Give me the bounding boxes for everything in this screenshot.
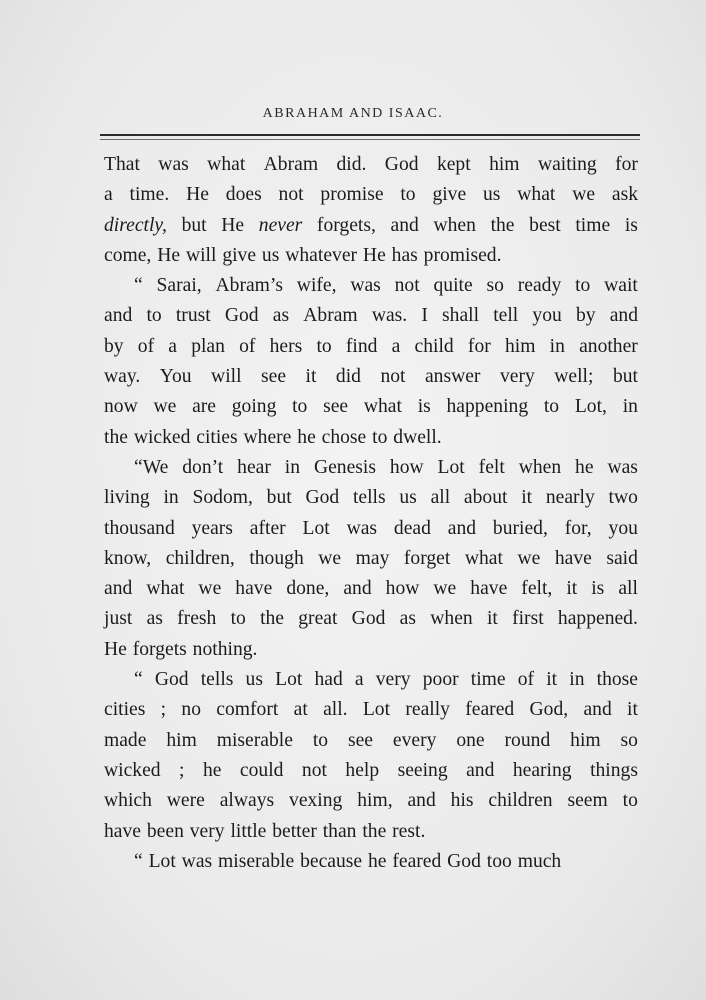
paragraph bbox=[104, 847, 638, 877]
text-line: come, He will give us whatever He has promised. bbox=[104, 244, 502, 266]
text-line: wicked ; he could not help seeing and hearing things bbox=[104, 759, 638, 781]
header-rule-thin bbox=[100, 139, 640, 140]
text-line: just as fresh to the great God as when it first happened. bbox=[104, 608, 638, 630]
text-line: living in Sodom, but God tells us all about it nearly two bbox=[104, 487, 638, 509]
text-line: He forgets nothing. bbox=[104, 638, 258, 660]
paragraph bbox=[104, 271, 638, 453]
text-line: have been very little better than the rest. bbox=[104, 820, 426, 842]
text-line: “ Sarai, Abram’s wife, was not quite so ready to wait bbox=[134, 275, 638, 297]
text-line: and to trust God as Abram was. I shall tell you by and bbox=[104, 305, 638, 327]
paragraph bbox=[104, 150, 638, 271]
text-line: and what we have done, and how we have felt, it is all bbox=[104, 578, 638, 600]
text-line: way. You will see it did not answer very well; but bbox=[104, 366, 638, 388]
text-line: the wicked cities where he chose to dwell. bbox=[104, 426, 442, 448]
text-line: “ Lot was miserable because he feared God too much bbox=[134, 850, 562, 872]
paragraph bbox=[104, 453, 638, 665]
text-line: That was what Abram did. God kept him waiting for bbox=[104, 154, 638, 175]
text-line: directly, but He never forgets, and when the best time is bbox=[104, 214, 638, 236]
text-line: which were always vexing him, and his children seem to bbox=[104, 790, 638, 812]
text-line: made him miserable to see every one round him so bbox=[104, 729, 638, 751]
body-text bbox=[104, 150, 638, 877]
text-line: know, children, though we may forget what we have said bbox=[104, 547, 638, 569]
text-line: now we are going to see what is happening to Lot, in bbox=[104, 396, 638, 418]
header-rule-thick bbox=[100, 134, 640, 136]
text-line: cities ; no comfort at all. Lot really feared God, and it bbox=[104, 699, 638, 721]
paragraph bbox=[104, 665, 638, 847]
running-head: ABRAHAM AND ISAAC. bbox=[262, 106, 444, 121]
text-line: “ God tells us Lot had a very poor time of it in those bbox=[134, 669, 638, 691]
text-line: thousand years after Lot was dead and buried, for, you bbox=[104, 517, 638, 539]
text-line: by of a plan of hers to find a child for him in another bbox=[104, 335, 638, 357]
text-line: a time. He does not promise to give us what we ask bbox=[104, 184, 638, 206]
text-line: “We don’t hear in Genesis how Lot felt when he was bbox=[134, 456, 638, 478]
